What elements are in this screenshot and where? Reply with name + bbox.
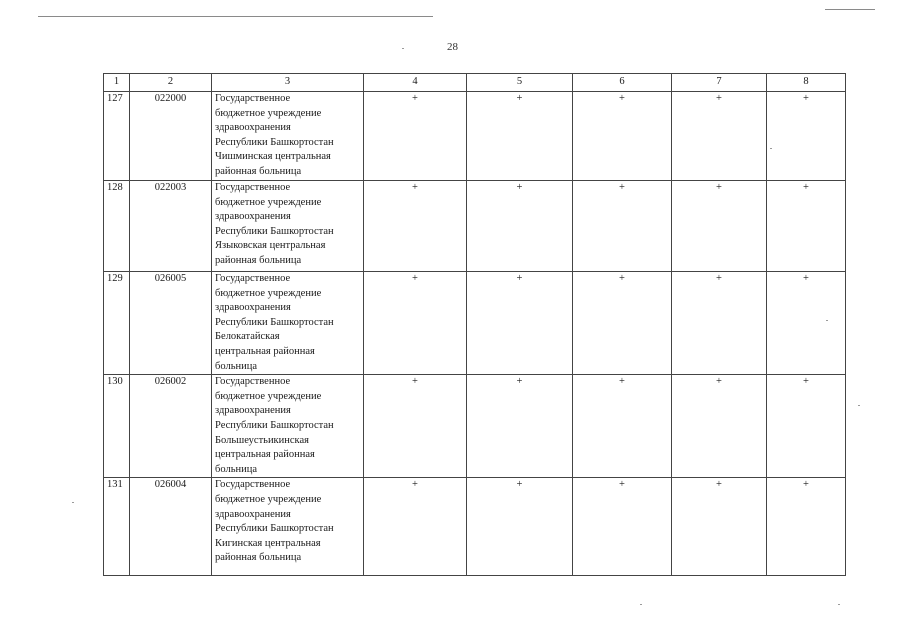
- institution-name-line: Чишминская центральная: [215, 151, 331, 163]
- mark-cell-col-6: +: [573, 272, 672, 375]
- mark-cell-col-8: +: [767, 375, 846, 478]
- institution-code-cell: 022000: [130, 92, 212, 181]
- row-number-cell: 128: [104, 181, 130, 272]
- institution-name-line: Республики Башкортостан: [215, 225, 334, 237]
- mark-cell-col-7: +: [672, 92, 767, 181]
- mark-cell-col-5: +: [467, 92, 573, 181]
- row-number-cell: 129: [104, 272, 130, 375]
- column-header-3: 3: [212, 74, 364, 92]
- institution-name-line: районная больница: [215, 165, 302, 177]
- mark-cell-col-8: +: [767, 181, 846, 272]
- header-row: [104, 74, 846, 92]
- institution-code-cell: 026004: [130, 478, 212, 576]
- mark-cell-col-4: +: [364, 92, 467, 181]
- institution-name-line: здравоохранения: [215, 508, 291, 520]
- mark-cell-col-6: +: [573, 478, 672, 576]
- scan-artifact-speck: [640, 604, 642, 605]
- institution-name-line: бюджетное учреждение: [215, 107, 322, 119]
- scan-artifact-line: [38, 16, 433, 17]
- institution-name-cell: [212, 181, 364, 272]
- institution-name-line: здравоохранения: [215, 405, 291, 417]
- mark-cell-col-8: +: [767, 272, 846, 375]
- table-row: [104, 375, 846, 478]
- institution-name-line: бюджетное учреждение: [215, 493, 322, 505]
- table-row: [104, 272, 846, 375]
- institution-name-line: бюджетное учреждение: [215, 196, 322, 208]
- institution-name-line: Языковская центральная: [215, 240, 326, 252]
- institution-name-line: бюджетное учреждение: [215, 390, 322, 402]
- institution-name-line: больница: [215, 463, 257, 475]
- institution-name-line: центральная районная: [215, 449, 315, 461]
- institution-name-line: Большеустьикинская: [215, 434, 309, 446]
- mark-cell-col-4: +: [364, 181, 467, 272]
- institution-name-line: Государственное: [215, 182, 291, 193]
- table-row: [104, 478, 846, 576]
- institution-name-cell: [212, 272, 364, 375]
- column-header-8: 8: [767, 74, 846, 92]
- institution-name-line: Республики Башкортостан: [215, 419, 334, 431]
- institution-name-line: здравоохранения: [215, 211, 291, 223]
- institution-name-line: Республики Башкортостан: [215, 316, 334, 328]
- institution-name-line: районная больница: [215, 552, 302, 564]
- institution-name-line: Государственное: [215, 273, 291, 284]
- scan-artifact-speck: [838, 604, 840, 605]
- institution-name-line: Республики Башкортостан: [215, 136, 334, 148]
- table-row: [104, 181, 846, 272]
- institution-name-line: здравоохранения: [215, 122, 291, 134]
- mark-cell-col-6: +: [573, 92, 672, 181]
- mark-cell-col-5: +: [467, 272, 573, 375]
- mark-cell-col-7: +: [672, 478, 767, 576]
- institution-code-cell: 022003: [130, 181, 212, 272]
- mark-cell-col-8: +: [767, 478, 846, 576]
- institution-code-cell: 026005: [130, 272, 212, 375]
- mark-cell-col-6: +: [573, 181, 672, 272]
- mark-cell-col-4: +: [364, 272, 467, 375]
- mark-cell-col-4: +: [364, 478, 467, 576]
- mark-cell-col-6: +: [573, 375, 672, 478]
- table-body: [104, 92, 846, 576]
- mark-cell-col-5: +: [467, 375, 573, 478]
- institution-code-cell: 026002: [130, 375, 212, 478]
- column-header-1: 1: [104, 74, 130, 92]
- institution-name-cell: [212, 92, 364, 181]
- scan-artifact-line: [825, 9, 875, 10]
- mark-cell-col-5: +: [467, 181, 573, 272]
- page-number: 28: [447, 41, 458, 53]
- institution-name-line: Государственное: [215, 479, 291, 491]
- scan-artifact-speck: [858, 405, 860, 406]
- institution-name-line: Кигинская центральная: [215, 537, 321, 549]
- column-header-5: 5: [467, 74, 573, 92]
- column-header-2: 2: [130, 74, 212, 92]
- institution-name-cell: [212, 375, 364, 478]
- institution-name-line: Государственное: [215, 93, 291, 104]
- institution-name-line: центральная районная: [215, 345, 315, 357]
- institution-name-line: больница: [215, 360, 257, 372]
- scan-artifact-speck: [72, 502, 74, 503]
- column-header-6: 6: [573, 74, 672, 92]
- institution-name-line: Республики Башкортостан: [215, 523, 334, 535]
- register-table: [103, 73, 846, 576]
- institution-name-line: районная больница: [215, 254, 302, 266]
- mark-cell-col-7: +: [672, 375, 767, 478]
- mark-cell-col-5: +: [467, 478, 573, 576]
- table-row: [104, 92, 846, 181]
- institution-name-line: здравоохранения: [215, 302, 291, 314]
- mark-cell-col-7: +: [672, 181, 767, 272]
- institution-name-line: бюджетное учреждение: [215, 287, 322, 299]
- column-header-7: 7: [672, 74, 767, 92]
- institution-name-line: Белокатайская: [215, 331, 280, 343]
- mark-cell-col-8: +: [767, 92, 846, 181]
- column-header-4: 4: [364, 74, 467, 92]
- row-number-cell: 130: [104, 375, 130, 478]
- row-number-cell: 131: [104, 478, 130, 576]
- institution-name-cell: [212, 478, 364, 576]
- row-number-cell: 127: [104, 92, 130, 181]
- mark-cell-col-7: +: [672, 272, 767, 375]
- institution-name-line: Государственное: [215, 376, 291, 388]
- mark-cell-col-4: +: [364, 375, 467, 478]
